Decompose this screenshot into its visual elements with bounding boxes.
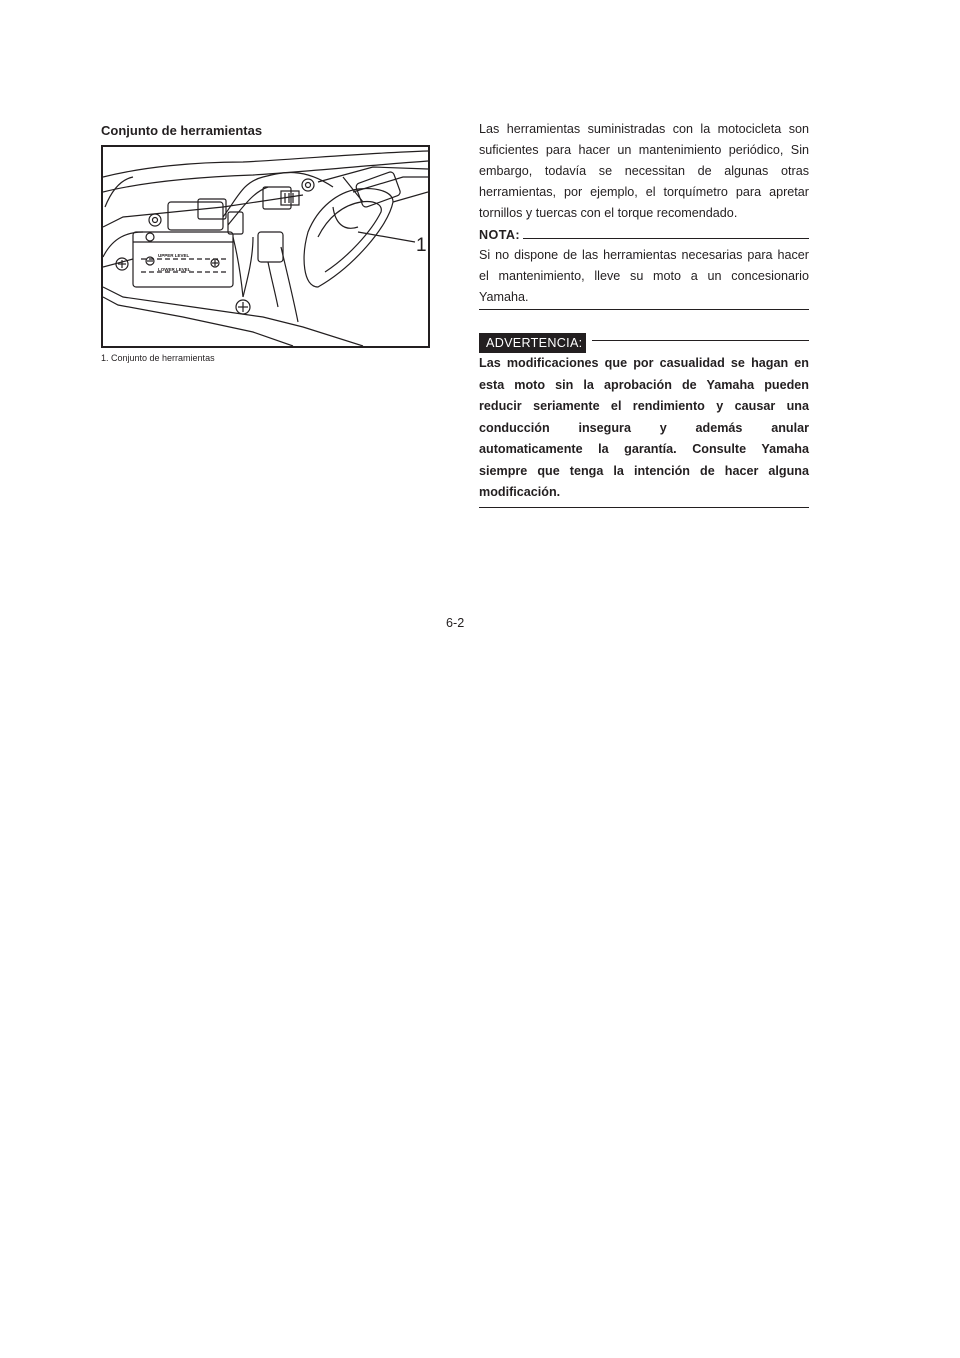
note-text: Si no dispone de las herramientas necesarias para hacer el mantenimiento, lleve su moto a un concesionario Yamaha. [479, 245, 809, 310]
frame-rail [103, 195, 303, 227]
battery-upper-level-label: UPPER LEVEL [158, 253, 190, 258]
note-rule [523, 238, 809, 239]
figure-caption: 1. Conjunto de herramientas [101, 353, 215, 363]
relay-block [168, 202, 223, 230]
callout-number: 1 [416, 235, 427, 256]
warning-header [479, 333, 809, 353]
tool-kit-illustration [101, 145, 430, 348]
battery-lower-level-label: LOWER LEVEL [158, 267, 191, 272]
seat-outline [103, 151, 428, 177]
intro-paragraph: Las herramientas suministradas con la motocicleta son suficientes para hacer un mantenimiento periódico, Sin embargo, todavía se necessitan de algunas otras herramientas, por ejemplo, el torquímetro para apretar tornillos y tuercas con el torque recomendado. [479, 122, 809, 220]
motorcycle-underseat-diagram [103, 147, 428, 346]
note-title: NOTA: [479, 228, 520, 242]
section-title: Conjunto de herramientas [101, 123, 263, 138]
tool-kit-pouch [304, 189, 393, 287]
warning-text: Las modificaciones que por casualidad se hagan en esta moto sin la aprobación de Yamaha pueden reducir seriamente el rendimiento y causar una conducción insegura y además anular automaticamente la garantía. Consulte Yamaha siempre que tenga la intención de hacer alguna modificación. [479, 353, 809, 508]
note-header [479, 228, 809, 242]
page-number: 6-2 [446, 616, 465, 630]
warning-badge: ADVERTENCIA: [479, 333, 586, 353]
callout-leader [358, 232, 415, 242]
warning-rule [592, 340, 809, 341]
